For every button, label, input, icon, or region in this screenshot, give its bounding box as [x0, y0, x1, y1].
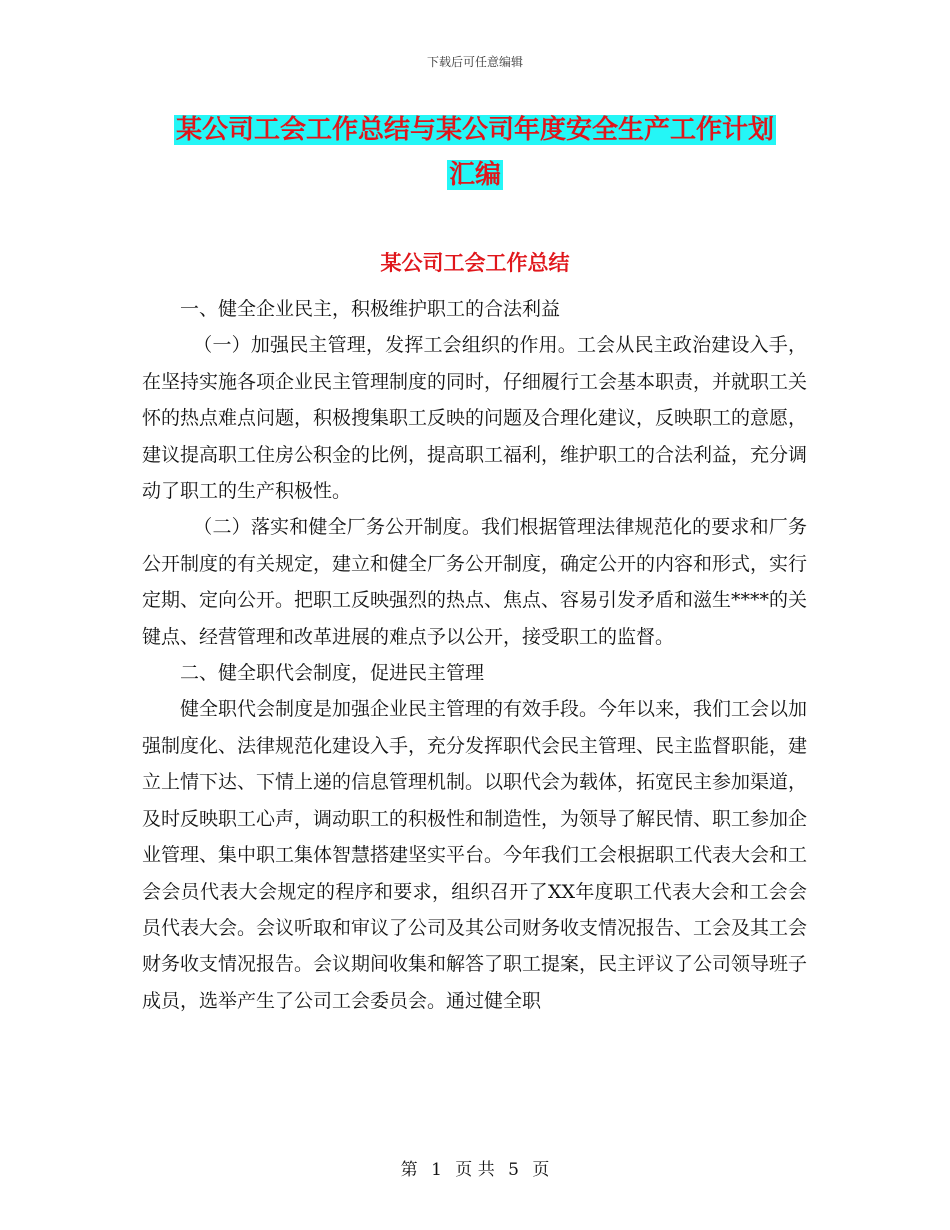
paragraph: （一）加强民主管理，发挥工会组织的作用。工会从民主政治建设入手，在坚持实施各项企业民主管理制度的同时，仔细履行工会基本职责，并就职工关怀的热点难点问题，积极搜集职工反映的问题及合理化建议，反映职工的意愿，建议提高职工住房公积金的比例，提高职工福利，维护职工的合法利益，充分调动了职工的生产积极性。 — [142, 334, 808, 503]
paragraph: 健全职代会制度是加强企业民主管理的有效手段。今年以来，我们工会以加强制度化、法律规范化建设入手，充分发挥职代会民主管理、民主监督职能，建立上情下达、下情上递的信息管理机制。以职代会为载体，拓宽民主参加渠道，及时反映职工心声，调动职工的积极性和制造性，为领导了解民情、职工参加企业管理、集中职工集体智慧搭建坚实平台。今年我们工会根据职工代表大会和工会会员代表大会规定的程序和要求，组织召开了XX年度职工代表大会和工会会员代表大会。会议听取和审议了公司及其公司财务收支情况报告、工会及其工会财务收支情况报告。会议期间收集和解答了职工提案，民主评议了公司领导班子成员，选举产生了公司工会委员会。通过健全职 — [142, 698, 808, 1012]
footer-middle: 页 共 — [455, 1160, 495, 1180]
document-title — [0, 108, 950, 198]
header-note: 下载后可任意编辑 — [426, 55, 523, 69]
footer-total-pages: 5 — [508, 1160, 519, 1180]
paragraph: （二）落实和健全厂务公开制度。我们根据管理法律规范化的要求和厂务公开制度的有关规定，建立和健全厂务公开制度，确定公开的内容和形式，实行定期、定向公开。把职工反映强烈的热点、焦点、容易引发矛盾和滋生****的关键点、经营管理和改革进展的难点予以公开，接受职工的监督。 — [142, 516, 808, 648]
title-line-1-text: 某公司工会工作总结与某公司年度安全生产工作计划 — [175, 115, 774, 145]
footer-suffix: 页 — [532, 1160, 550, 1180]
title-line-2 — [0, 153, 950, 198]
document-body — [142, 291, 807, 1019]
footer-page-number: 1 — [431, 1160, 442, 1180]
heading-2: 二、健全职代会制度，促进民主管理 — [180, 662, 485, 685]
title-line-2-text: 汇编 — [448, 160, 501, 190]
section-title: 某公司工会工作总结 — [380, 251, 570, 275]
page-footer — [0, 1155, 950, 1180]
title-line-1 — [0, 108, 950, 153]
heading-1: 一、健全企业民主，积极维护职工的合法利益 — [180, 298, 561, 320]
footer-prefix: 第 — [400, 1160, 418, 1180]
